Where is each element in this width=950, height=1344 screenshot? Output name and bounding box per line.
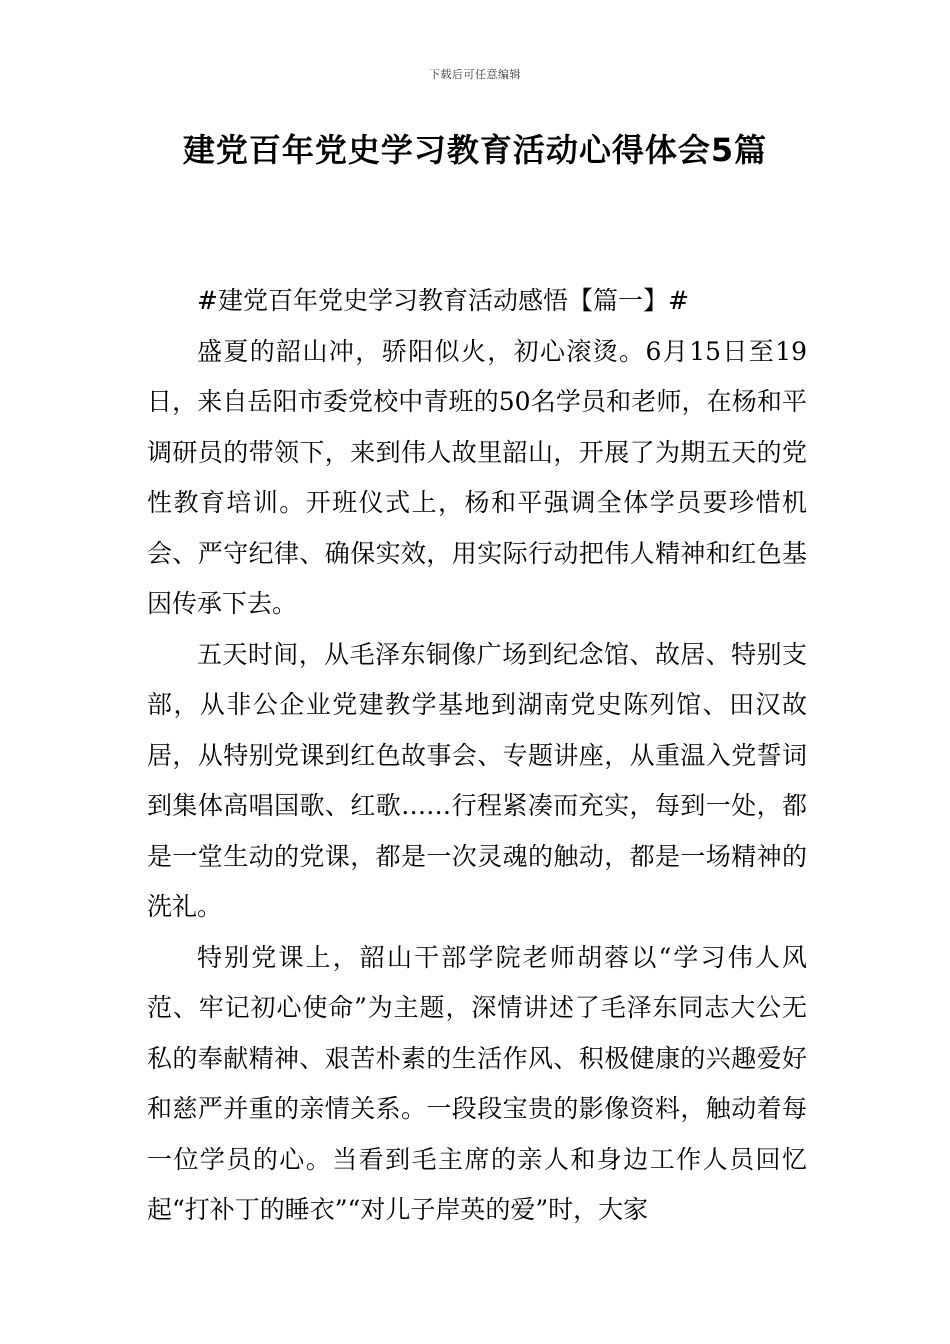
paragraph: 特别党课上，韶山干部学院老师胡蓉以“学习伟人风范、牢记初心使命”为主题，深情讲述了毛泽东同志大公无私的奉献精神、艰苦朴素的生活作风、积极健康的兴趣爱好和慈严并重的亲情关系。一段段宝贵的影像资料，触动着每一位学员的心。当看到毛主席的亲人和身边工作人员回忆起“打补丁的睡衣”“对儿子岸英的爱”时，大家 <box>147 942 807 1224</box>
paragraph: 五天时间，从毛泽东铜像广场到纪念馆、故居、特别支部，从非公企业党建教学基地到湖南党史陈列馆、田汉故居，从特别党课到红色故事会、专题讲座，从重温入党誓词到集体高唱国歌、红歌……行程紧凑而充实，每到一处，都是一堂生动的党课，都是一次灵魂的触动，都是一场精神的洗礼。 <box>147 639 807 921</box>
document-body <box>147 276 807 1236</box>
section-heading: #建党百年党史学习教育活动感悟【篇一】# <box>197 286 689 315</box>
header-note: 下载后可任意编辑 <box>429 68 521 81</box>
document-title: 建党百年党史学习教育活动心得体会5篇 <box>182 131 768 169</box>
paragraph: 盛夏的韶山冲，骄阳似火，初心滚烫。6月15日至19日，来自岳阳市委党校中青班的50名学员和老师，在杨和平调研员的带领下，来到伟人故里韶山，开展了为期五天的党性教育培训。开班仪式上，杨和平强调全体学员要珍惜机会、严守纪律、确保实效，用实际行动把伟人精神和红色基因传承下去。 <box>147 336 807 618</box>
